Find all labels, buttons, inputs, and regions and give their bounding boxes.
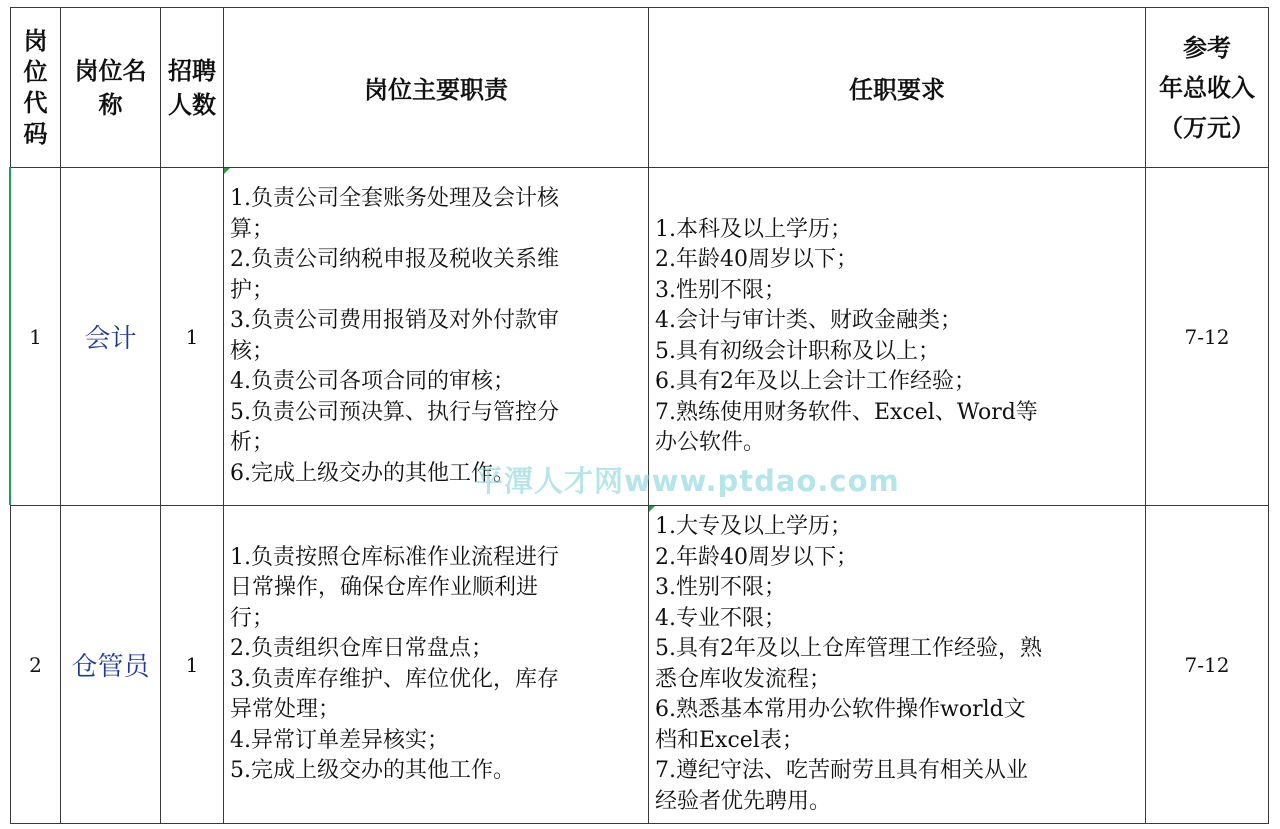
income-cell[interactable]: 7-12 [1146, 506, 1269, 824]
text-line: 算； [230, 216, 275, 242]
job-table [10, 7, 1269, 824]
income-cell[interactable]: 7-12 [1146, 168, 1269, 506]
header-row [11, 8, 1269, 168]
text-line: 6.具有2年及以上会计工作经验； [655, 369, 976, 394]
count-cell[interactable]: 1 [161, 168, 224, 506]
text-line: 2.负责公司纳税申报及税收关系维 [230, 247, 559, 272]
text-line: 1.本科及以上学历； [655, 216, 852, 242]
text-line: 3.负责库存维护、库位优化，库存 [230, 666, 559, 692]
header-name-line: 岗位名 [74, 56, 147, 85]
requirements-text [655, 512, 1141, 817]
table-row [11, 168, 1269, 506]
text-line: 4.负责公司各项合同的审核； [230, 369, 515, 394]
header-code-cell[interactable] [11, 8, 61, 168]
text-line: 7.熟练使用财务软件、Excel、Word等 [655, 399, 1038, 425]
text-line: 经验者优先聘用。 [655, 788, 832, 814]
header-income-line: 参考 [1183, 33, 1231, 62]
text-line: 2.年龄40周岁以下； [655, 544, 858, 570]
text-line: 1.负责公司全套账务处理及会计核 [230, 186, 559, 211]
text-line: 核； [230, 338, 275, 364]
header-duties-label: 岗位主要职责 [364, 76, 508, 104]
code-cell[interactable]: 1 [11, 168, 61, 506]
duties-text [230, 184, 644, 489]
text-line: 6.熟悉基本常用办公软件操作world文 [655, 697, 1026, 722]
selection-edge-marker [9, 167, 11, 505]
text-line: 日常操作，确保仓库作业顺利进 [230, 575, 539, 600]
code-cell[interactable]: 2 [11, 506, 61, 824]
header-name-line: 称 [98, 90, 123, 119]
text-line: 3.负责公司费用报销及对外付款审 [230, 308, 559, 333]
table-row [11, 506, 1269, 824]
text-line: 4.会计与审计类、财政金融类； [655, 308, 962, 333]
text-line: 1.大专及以上学历； [655, 514, 852, 539]
header-code-line: 码 [23, 119, 48, 148]
position-name-cell[interactable]: 仓管员 [61, 506, 161, 824]
header-count-line: 招聘 [168, 56, 216, 85]
text-line: 6.完成上级交办的其他工作。 [230, 460, 515, 486]
header-count-line: 人数 [168, 90, 216, 119]
header-count-cell[interactable] [161, 8, 224, 168]
text-line: 护； [230, 277, 275, 303]
requirements-cell[interactable] [649, 168, 1146, 506]
header-requirements-label: 任职要求 [849, 76, 945, 104]
watermark-text: 平潭人才网www.ptdao.com [474, 464, 900, 498]
text-line: 析； [230, 430, 275, 455]
header-duties-cell[interactable] [224, 8, 649, 168]
text-line: 4.专业不限； [655, 605, 786, 631]
text-line: 办公软件。 [655, 430, 766, 455]
text-line: 异常处理； [230, 697, 341, 722]
text-line: 5.完成上级交办的其他工作。 [230, 758, 515, 783]
text-line: 5.具有初级会计职称及以上； [655, 338, 940, 364]
requirements-text [655, 215, 1141, 459]
text-line: 档和Excel表； [655, 727, 804, 753]
text-line: 3.性别不限； [655, 575, 786, 600]
count-cell[interactable]: 1 [161, 506, 224, 824]
header-name-cell[interactable] [61, 8, 161, 168]
text-line: 7.遵纪守法、吃苦耐劳且具有相关从业 [655, 758, 1028, 783]
text-line: 4.异常订单差异核实； [230, 727, 449, 753]
requirements-cell[interactable] [649, 506, 1146, 824]
header-code-line: 代 [23, 88, 48, 117]
header-code-line: 岗 [23, 26, 48, 55]
text-line: 5.具有2年及以上仓库管理工作经验，熟 [655, 636, 1042, 661]
duties-cell[interactable] [224, 168, 649, 506]
text-line: 行； [230, 605, 275, 631]
text-line: 1.负责按照仓库标准作业流程进行 [230, 544, 559, 570]
position-name-cell[interactable]: 会计 [61, 168, 161, 506]
header-income-cell[interactable] [1146, 8, 1269, 168]
text-line: 5.负责公司预决算、执行与管控分 [230, 399, 559, 425]
text-line: 悉仓库收发流程； [655, 666, 832, 692]
text-line: 2.负责组织仓库日常盘点； [230, 636, 493, 661]
header-income-line: 年总收入 [1159, 73, 1255, 102]
comment-indicator [224, 168, 230, 174]
comment-indicator [649, 506, 655, 512]
header-income-line: （万元） [1159, 113, 1255, 142]
header-requirements-cell[interactable] [649, 8, 1146, 168]
header-code-line: 位 [23, 57, 48, 86]
duties-cell[interactable] [224, 506, 649, 824]
duties-text [230, 543, 644, 787]
text-line: 2.年龄40周岁以下； [655, 247, 858, 272]
text-line: 3.性别不限； [655, 277, 786, 303]
